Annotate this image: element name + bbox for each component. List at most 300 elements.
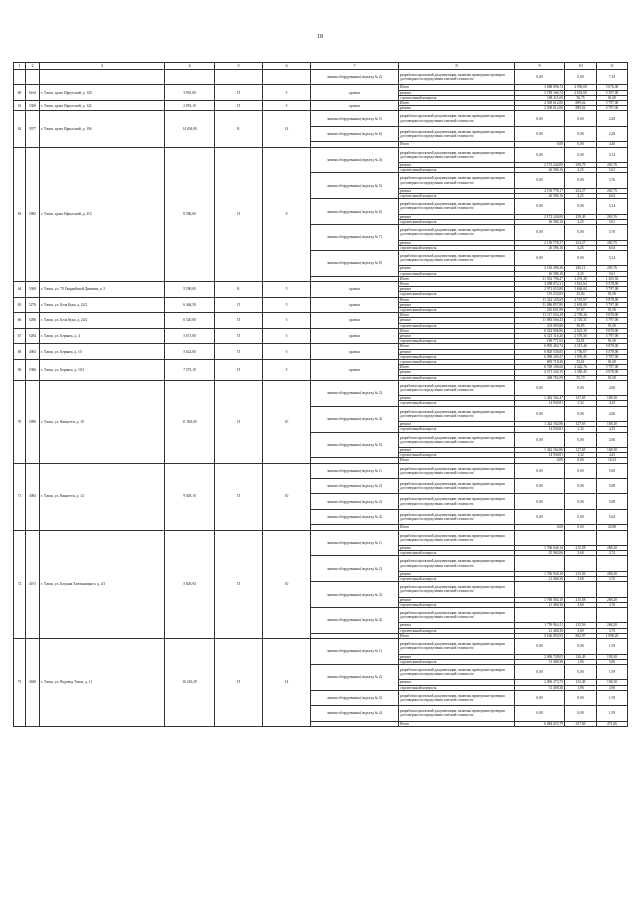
limit-cell: 81,00 xyxy=(597,95,628,100)
limit-cell: 5 797,00 xyxy=(597,106,628,111)
unit-cost-cell: 55,70 xyxy=(565,375,597,380)
unit-cost-cell: 3,60 xyxy=(565,602,597,607)
lift-work-cell: замена оборудования (подъезд № 4) xyxy=(311,509,399,524)
unit-cost-cell: 3,60 xyxy=(565,628,597,633)
cost-cell: 11 083 560,43 xyxy=(515,318,565,323)
work-type-cell: ремонт xyxy=(399,333,515,338)
unit-cost-cell: 0,00 xyxy=(565,225,597,240)
cost-cell: 26 586,16 xyxy=(515,271,565,276)
work-type-cell: Итого xyxy=(399,344,515,349)
cost-cell: 21 468,36 xyxy=(515,602,565,607)
work-type-cell: ремонт xyxy=(399,240,515,245)
header-cell: 3 xyxy=(40,63,165,70)
work-type-cell: ремонт xyxy=(399,188,515,193)
empty-cell xyxy=(26,70,40,85)
cost-cell xyxy=(515,608,565,623)
design-cell: разработка проектной документации, включая проведение проверки достоверности определения сметной стоимости xyxy=(399,70,515,85)
cost-cell xyxy=(515,582,565,597)
limit-cell: 265,75 xyxy=(597,240,628,245)
design-cell: разработка проектной документации, включая проведение проверки достоверности определения сметной стоимости xyxy=(399,250,515,265)
cost-cell: 0,00 xyxy=(515,250,565,265)
unit-cost-cell: 56,75 xyxy=(565,95,597,100)
cost-cell: 235 601,89 xyxy=(515,307,565,312)
cost-cell: 26 586,16 xyxy=(515,168,565,173)
work-type-cell: ремонт xyxy=(399,106,515,111)
address-cell: г. Томск, ул. Бела Куна, д. 24/2 xyxy=(40,313,165,329)
cost-cell: 0,00 xyxy=(515,478,565,493)
limit-cell: 2,28 xyxy=(597,111,628,126)
empty-cell xyxy=(311,721,399,726)
design-cell: разработка проектной документации, включая проведение проверки достоверности определения сметной стоимости xyxy=(399,556,515,571)
cost-cell: 11 086 857,80 xyxy=(515,302,565,307)
unit-cost-cell: 126,49 xyxy=(565,654,597,659)
work-type-cell: ремонт xyxy=(399,422,515,427)
cost-cell: 2 156 778,17 xyxy=(515,188,565,193)
row-number: 64 xyxy=(14,281,26,297)
wall-material-cell: П xyxy=(215,344,263,360)
limit-cell: 3,76 xyxy=(597,576,628,581)
empty-cell xyxy=(263,70,311,85)
header-cell: 2 xyxy=(26,63,40,70)
work-type-cell: строительный контроль xyxy=(399,360,515,365)
work-type-cell: ремонт xyxy=(399,90,515,95)
limit-cell: 5 797,00 xyxy=(597,302,628,307)
lift-work-cell: замена оборудования (подъезд № 3) xyxy=(311,690,399,705)
row-number: 66 xyxy=(14,313,26,329)
header-cell: 11 xyxy=(597,63,628,70)
lift-work-cell: замена оборудования (подъезд № 3) xyxy=(311,494,399,509)
building-row xyxy=(14,639,628,654)
unit-cost-cell: 123,49 xyxy=(565,680,597,685)
cost-cell: 1 442 162,86 xyxy=(515,447,565,452)
cost-cell: 0,00 xyxy=(515,142,565,147)
unit-cost-cell: 127,65 xyxy=(565,396,597,401)
cost-cell: 6 905 494,74 xyxy=(515,344,565,349)
unit-cost-cell: 0,00 xyxy=(565,509,597,524)
house-code: 4191 xyxy=(26,530,40,639)
cost-cell: 268 761,00 xyxy=(515,375,565,380)
design-cell: разработка проектной документации, включая проведение проверки достоверности определения сметной стоимости xyxy=(399,478,515,493)
area-cell: 11 500,00 xyxy=(165,380,215,463)
unit-cost-cell: 0,00 xyxy=(565,478,597,493)
lift-work-cell: замена оборудования (подъезд № 2) xyxy=(311,70,399,85)
limit-cell: 5 676,00 xyxy=(597,85,628,90)
work-kind-cell: кровля xyxy=(311,281,399,297)
unit-cost-cell: 0,00 xyxy=(565,458,597,463)
floors-cell: 10 xyxy=(263,530,311,639)
limit-cell: 81,00 xyxy=(597,292,628,297)
cost-cell: 0,00 xyxy=(515,525,565,530)
work-type-cell: Итого xyxy=(399,276,515,281)
area-cell: 6 520,00 xyxy=(165,313,215,329)
cost-cell: 0,00 xyxy=(515,494,565,509)
cost-cell: 0,00 xyxy=(515,432,565,447)
limit-cell: 81,00 xyxy=(597,360,628,365)
design-cell: разработка проектной документации, включая проведение проверки достоверности определения сметной стоимости xyxy=(399,706,515,721)
lift-work-cell: замена оборудования (подъезд № 6) xyxy=(311,126,399,141)
design-cell: разработка проектной документации, включая проведение проверки достоверности определения сметной стоимости xyxy=(399,509,515,524)
work-type-cell: ремонт xyxy=(399,162,515,167)
design-cell: разработка проектной документации, включая проведение проверки достоверности определения сметной стоимости xyxy=(399,432,515,447)
area-cell: 14 494,00 xyxy=(165,111,215,147)
limit-cell: 168,30 xyxy=(597,396,628,401)
limit-cell: 265,76 xyxy=(597,162,628,167)
work-type-cell: ремонт xyxy=(399,214,515,219)
house-code: 5284 xyxy=(26,328,40,344)
unit-cost-cell: 0,00 xyxy=(565,111,597,126)
cost-cell: 0,00 xyxy=(515,70,565,85)
limit-cell: 268,20 xyxy=(597,623,628,628)
header-cell: 8 xyxy=(399,63,515,70)
design-cell: разработка проектной документации, включая проведение проверки достоверности определения сметной стоимости xyxy=(399,406,515,421)
unit-cost-cell: 0,00 xyxy=(565,690,597,705)
lift-work-cell: замена оборудования (подъезд № 2) xyxy=(311,478,399,493)
cost-cell: 695 718,26 xyxy=(515,360,565,365)
limit-cell: 1,59 xyxy=(597,690,628,705)
cost-cell: 11 032 796,47 xyxy=(515,276,565,281)
empty-cell xyxy=(165,70,215,85)
limit-cell: 265,76 xyxy=(597,266,628,271)
unit-cost-cell: 3,60 xyxy=(565,576,597,581)
house-code: 5360 xyxy=(26,101,40,111)
work-type-cell: строительный контроль xyxy=(399,551,515,556)
unit-cost-cell: 1 846,84 xyxy=(565,287,597,292)
limit-cell: 81,00 xyxy=(597,375,628,380)
design-cell: разработка проектной документации, включая проведение проверки достоверности определения сметной стоимости xyxy=(399,608,515,623)
unit-cost-cell: 889,62 xyxy=(565,101,597,106)
address-cell: г. Томск, ул. Богдана Хмельницкого, д. 4/1 xyxy=(40,530,165,639)
cost-cell: 1 768 564,10 xyxy=(515,597,565,602)
unit-cost-cell: 215,58 xyxy=(565,597,597,602)
cost-cell: 2 006 273,75 xyxy=(515,680,565,685)
area-cell: 16 243,29 xyxy=(165,639,215,727)
lift-work-cell: замена оборудования (подъезд № 1) xyxy=(311,639,399,665)
cost-cell: 11 322 105,69 xyxy=(515,297,565,302)
unit-cost-cell: 0,00 xyxy=(565,525,597,530)
cost-cell: 21 468,36 xyxy=(515,576,565,581)
limit-cell: 471,66 xyxy=(597,721,628,726)
building-row xyxy=(14,380,628,395)
cost-cell: 5 166 803,93 xyxy=(515,633,565,638)
wall-material-cell: К xyxy=(215,111,263,147)
unit-cost-cell: 2 315,46 xyxy=(565,344,597,349)
unit-cost-cell: 2 747,67 xyxy=(565,297,597,302)
work-type-cell: Итого xyxy=(399,281,515,286)
work-type-cell: строительный контроль xyxy=(399,271,515,276)
design-cell: разработка проектной документации, включая проведение проверки достоверности определения сметной стоимости xyxy=(399,690,515,705)
limit-cell: 2,06 xyxy=(597,380,628,395)
limit-cell xyxy=(597,530,628,545)
work-type-cell: ремонт xyxy=(399,266,515,271)
limit-cell: 4,25 xyxy=(597,427,628,432)
unit-cost-cell: 215,56 xyxy=(565,571,597,576)
wall-material-cell: П xyxy=(215,313,263,329)
limit-cell: 3,76 xyxy=(597,628,628,633)
lift-work-cell: замена оборудования (подъезд № 5) xyxy=(311,173,399,199)
unit-cost-cell: 1,32 xyxy=(565,453,597,458)
limit-cell: 20,88 xyxy=(597,525,628,530)
cost-cell: 1 442 162,86 xyxy=(515,422,565,427)
design-cell: разработка проектной документации, включая проведение проверки достоверности определения сметной стоимости xyxy=(399,494,515,509)
house-code: 5276 xyxy=(26,297,40,313)
house-code: 5082 xyxy=(26,147,40,281)
unit-cost-cell: 57,67 xyxy=(565,307,597,312)
limit-cell: 2,06 xyxy=(597,406,628,421)
unit-cost-cell: 1 750,07 xyxy=(565,349,597,354)
lift-work-cell: замена оборудования (подъезд № 1) xyxy=(311,463,399,478)
work-type-cell: строительный контроль xyxy=(399,628,515,633)
cost-cell: 6 084 625,79 xyxy=(515,721,565,726)
cost-cell: 0,00 xyxy=(515,690,565,705)
limit-cell: 1,59 xyxy=(597,639,628,654)
cost-cell: 2 156 778,17 xyxy=(515,240,565,245)
house-code: 4084 xyxy=(26,463,40,530)
unit-cost-cell: 1 695,45 xyxy=(565,354,597,359)
cost-cell: 1 442 162,47 xyxy=(515,396,565,401)
unit-cost-cell: 4,25 xyxy=(565,271,597,276)
work-type-cell: Итого xyxy=(399,313,515,318)
unit-cost-cell: 0,00 xyxy=(565,199,597,214)
cost-cell: 25 962,66 xyxy=(515,551,565,556)
unit-cost-cell: 54,81 xyxy=(565,339,597,344)
row-number: 63 xyxy=(14,147,26,281)
limit-cell: 1 305,92 xyxy=(597,276,628,281)
design-cell: разработка проектной документации, включая проведение проверки достоверности определения сметной стоимости xyxy=(399,380,515,395)
capital-repair-table xyxy=(13,62,628,727)
limit-cell: 5,64 xyxy=(597,509,628,524)
lift-work-cell: замена оборудования (подъезд № 5) xyxy=(311,432,399,458)
header-cell: 1 xyxy=(14,63,26,70)
cost-cell: 0,00 xyxy=(515,509,565,524)
cost-cell: 21 468,36 xyxy=(515,628,565,633)
work-type-cell: строительный контроль xyxy=(399,401,515,406)
floors-cell: 5 xyxy=(263,281,311,297)
unit-cost-cell: 56,85 xyxy=(565,323,597,328)
unit-cost-cell: 1,32 xyxy=(565,401,597,406)
limit-cell: 168,30 xyxy=(597,422,628,427)
area-cell: 8 586,60 xyxy=(165,147,215,281)
limit-cell: 5 578,00 xyxy=(597,281,628,286)
cost-cell: 6 321 116,26 xyxy=(515,333,565,338)
unit-cost-cell: 1 291,49 xyxy=(565,276,597,281)
lift-work-cell: замена оборудования (подъезд № 3) xyxy=(311,582,399,608)
work-type-cell: строительный контроль xyxy=(399,323,515,328)
cost-cell: 2 172 244,00 xyxy=(515,214,565,219)
work-type-cell: строительный контроль xyxy=(399,427,515,432)
limit-cell: 18,23 xyxy=(597,458,628,463)
unit-cost-cell: 0,00 xyxy=(565,147,597,162)
unit-cost-cell xyxy=(565,582,597,597)
limit-cell: 3,96 xyxy=(597,659,628,664)
limit-cell: 5 797,00 xyxy=(597,333,628,338)
unit-cost-cell: 4,25 xyxy=(565,219,597,224)
wall-material-cell: П xyxy=(215,639,263,727)
unit-cost-cell: 258,49 xyxy=(565,214,597,219)
limit-cell: 5 878,00 xyxy=(597,328,628,333)
lift-work-cell: замена оборудования (подъезд № 8) xyxy=(311,250,399,276)
work-type-cell: строительный контроль xyxy=(399,292,515,297)
unit-cost-cell: 2 745,31 xyxy=(565,318,597,323)
work-type-cell: Итого xyxy=(399,142,515,147)
area-cell: 5 590,00 xyxy=(165,281,215,297)
house-code: 4063 xyxy=(26,344,40,360)
design-cell: разработка проектной документации, включая проведение проверки достоверности определения сметной стоимости xyxy=(399,463,515,478)
address-cell: г. Томск, тракт Иркутский, д. 194 xyxy=(40,111,165,147)
limit-cell: 5,61 xyxy=(597,219,628,224)
unit-cost-cell: 256,11 xyxy=(565,266,597,271)
limit-cell: 5,14 xyxy=(597,250,628,265)
cost-cell: 1 766 646,14 xyxy=(515,545,565,550)
wall-material-cell: П xyxy=(215,530,263,639)
area-cell: 5 671,00 xyxy=(165,328,215,344)
area-cell: 9 028,10 xyxy=(165,463,215,530)
limit-cell: 5,61 xyxy=(597,168,628,173)
house-code: 4840 xyxy=(26,639,40,727)
house-code: 5369 xyxy=(26,281,40,297)
row-number: 68 xyxy=(14,344,26,360)
limit-cell: 5,14 xyxy=(597,147,628,162)
lift-work-cell: замена оборудования (подъезд № 2) xyxy=(311,556,399,582)
cost-cell: 233 093,86 xyxy=(515,323,565,328)
address-cell: г. Томск, тракт Иркутский, д. 122 xyxy=(40,101,165,111)
unit-cost-cell: 0,00 xyxy=(565,463,597,478)
limit-cell: 5 578,00 xyxy=(597,349,628,354)
limit-cell: 158,30 xyxy=(597,680,628,685)
unit-cost-cell xyxy=(565,530,597,545)
unit-cost-cell: 0,00 xyxy=(565,664,597,679)
lift-work-cell: замена оборудования (подъезд № 4) xyxy=(311,147,399,173)
wall-material-cell: П xyxy=(215,380,263,463)
limit-cell: 6,04 xyxy=(597,245,628,250)
limit-cell: 3,96 xyxy=(597,685,628,690)
unit-cost-cell: 3,60 xyxy=(565,551,597,556)
unit-cost-cell: 127,65 xyxy=(565,422,597,427)
limit-cell: 81,00 xyxy=(597,339,628,344)
floors-cell: 10 xyxy=(263,463,311,530)
floors-cell: 5 xyxy=(263,313,311,329)
lift-work-cell: замена оборудования (подъезд № 2) xyxy=(311,664,399,690)
empty-cell xyxy=(215,70,263,85)
header-cell: 5 xyxy=(215,63,263,70)
cost-cell: 0,00 xyxy=(515,639,565,654)
limit-cell: 5 878,00 xyxy=(597,344,628,349)
work-type-cell: Итого xyxy=(399,721,515,726)
unit-cost-cell: 258,79 xyxy=(565,162,597,167)
address-cell: г. Томск, ул. Беринга, д. 10 xyxy=(40,344,165,360)
limit-cell xyxy=(597,556,628,571)
wall-material-cell: П xyxy=(215,360,263,381)
work-kind-cell: кровля xyxy=(311,344,399,360)
cost-cell: 6 820 536,85 xyxy=(515,349,565,354)
unit-cost-cell: 2 652,00 xyxy=(565,90,597,95)
work-type-cell: ремонт xyxy=(399,396,515,401)
cost-cell: 196 771,65 xyxy=(515,339,565,344)
design-cell: разработка проектной документации, включая проведение проверки достоверности определения сметной стоимости xyxy=(399,199,515,214)
area-cell: 7 575,10 xyxy=(165,360,215,381)
unit-cost-cell: 0,00 xyxy=(565,173,597,188)
address-cell: г. Томск, ул. Ванцетти, д. 14 xyxy=(40,463,165,530)
limit-cell: 81,00 xyxy=(597,307,628,312)
limit-cell: 5 797,00 xyxy=(597,354,628,359)
work-type-cell: Итого xyxy=(399,458,515,463)
unit-cost-cell: 215,56 xyxy=(565,623,597,628)
cost-cell: 14 930,81 xyxy=(515,401,565,406)
work-type-cell: ремонт xyxy=(399,349,515,354)
row-number: 71 xyxy=(14,463,26,530)
limit-cell: 1,59 xyxy=(597,706,628,721)
unit-cost-cell: 0,00 xyxy=(565,432,597,447)
work-kind-cell: кровля xyxy=(311,360,399,381)
building-row xyxy=(14,147,628,162)
unit-cost-cell: 2 799,26 xyxy=(565,313,597,318)
floors-cell: 10 xyxy=(263,380,311,463)
wall-material-cell: П xyxy=(215,328,263,344)
lift-work-cell: замена оборудования (подъезд № 7) xyxy=(311,225,399,251)
header-cell: 10 xyxy=(565,63,597,70)
cost-cell: 6 524 906,86 xyxy=(515,328,565,333)
area-cell: 2 891,10 xyxy=(165,101,215,111)
address-cell: г. Томск, ул. 79 Гвардейской Дивизии, д. 5 xyxy=(40,281,165,297)
limit-cell: 1 098,20 xyxy=(597,633,628,638)
limit-cell: 5 797,00 xyxy=(597,287,628,292)
cost-cell: 0,00 xyxy=(515,147,565,162)
unit-cost-cell: 25,94 xyxy=(565,292,597,297)
lift-work-cell: замена оборудования (подъезд № 1) xyxy=(311,530,399,556)
lift-work-cell: замена оборудования (подъезд № 6) xyxy=(311,199,399,225)
work-type-cell: ремонт xyxy=(399,680,515,685)
limit-cell xyxy=(597,608,628,623)
header-row xyxy=(14,63,628,70)
wall-material-cell: П xyxy=(215,463,263,530)
house-code: 6164 xyxy=(26,85,40,101)
work-kind-cell: кровля xyxy=(311,313,399,329)
design-cell: разработка проектной документации, включая проведение проверки достоверности определения сметной стоимости xyxy=(399,639,515,654)
unit-cost-cell: 4,25 xyxy=(565,245,597,250)
work-type-cell: Итого xyxy=(399,297,515,302)
unit-cost-cell: 0,00 xyxy=(565,126,597,141)
work-type-cell: строительный контроль xyxy=(399,219,515,224)
work-type-cell: строительный контроль xyxy=(399,95,515,100)
cost-cell: 0,00 xyxy=(515,706,565,721)
house-code: 5280 xyxy=(26,313,40,329)
limit-cell xyxy=(597,582,628,597)
unit-cost-cell: 0,00 xyxy=(565,639,597,654)
area-cell: 6 464,50 xyxy=(165,297,215,313)
wall-material-cell: П xyxy=(215,147,263,281)
limit-cell: 5,14 xyxy=(597,199,628,214)
unit-cost-cell: 53,61 xyxy=(565,360,597,365)
limit-cell: 81,00 xyxy=(597,323,628,328)
work-type-cell: ремонт xyxy=(399,545,515,550)
cost-cell: 0,00 xyxy=(515,664,565,679)
cost-cell: 0,00 xyxy=(515,199,565,214)
unit-cost-cell: 1,32 xyxy=(565,427,597,432)
cost-cell: 6 700 106,60 xyxy=(515,365,565,370)
wall-material-cell: К xyxy=(215,281,263,297)
limit-cell: 5 878,00 xyxy=(597,370,628,375)
cost-cell xyxy=(515,530,565,545)
empty-cell xyxy=(14,70,26,85)
work-type-cell: ремонт xyxy=(399,447,515,452)
unit-cost-cell xyxy=(565,608,597,623)
address-cell: г. Томск, тракт Иркутский, д. 120 xyxy=(40,85,165,101)
limit-cell: 6,04 xyxy=(597,194,628,199)
cost-cell: 2 971 653,80 xyxy=(515,287,565,292)
limit-cell: 268,20 xyxy=(597,571,628,576)
cost-cell: 3 728 166,74 xyxy=(515,90,565,95)
work-type-cell: строительный контроль xyxy=(399,602,515,607)
floors-cell: 5 xyxy=(263,101,311,111)
